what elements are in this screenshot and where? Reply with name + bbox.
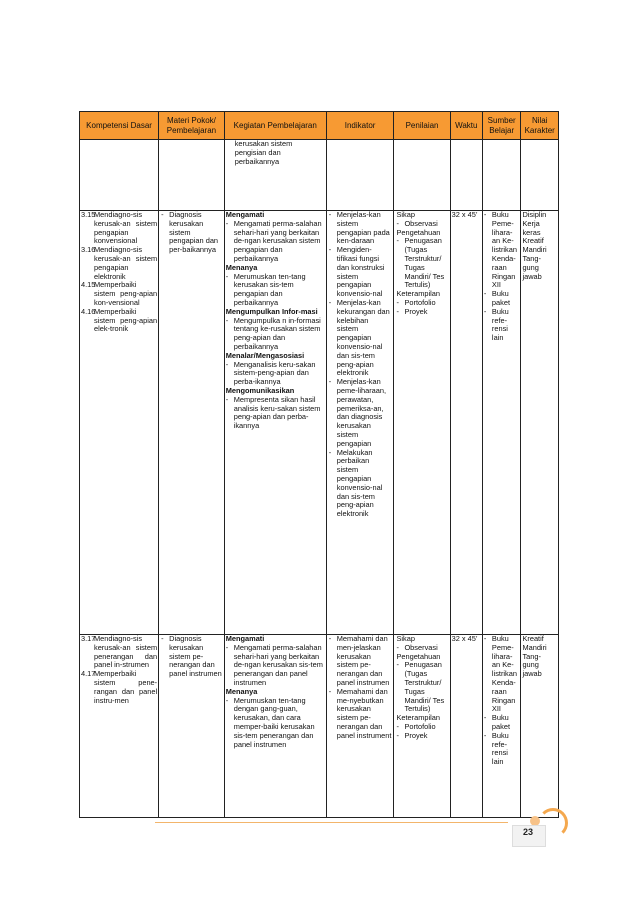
kegiatan-heading: Mengamati bbox=[225, 210, 265, 219]
waktu-cell bbox=[450, 635, 482, 818]
sumber-item bbox=[484, 308, 520, 343]
kd-text: Mendiagno-sis kerusak-an sistem pengapian konvensional bbox=[94, 210, 158, 246]
sumber-item-text: Buku paket bbox=[491, 289, 511, 307]
indikator-item bbox=[329, 299, 392, 378]
dash-marker: - bbox=[396, 642, 399, 652]
header-kegiatan: Kegiatan Pembelajaran bbox=[224, 112, 326, 140]
kegiatan-item bbox=[226, 361, 325, 387]
table-header-row bbox=[80, 112, 559, 140]
header-waktu: Waktu bbox=[450, 112, 482, 140]
nilai-cell bbox=[521, 211, 559, 635]
penilaian-item-text: Penugasan (Tugas Terstruktur/ Tugas Mandiri/ Tes Tertulis) bbox=[404, 236, 445, 290]
sumber-item bbox=[484, 714, 520, 732]
kd-number: 3.16 bbox=[81, 245, 96, 255]
header-nilai: Nilai Karakter bbox=[521, 112, 559, 140]
kegiatan-item-text: Menganalisis keru-sakan sistem-peng-apian dan perba-ikannya bbox=[233, 359, 316, 387]
kegiatan-cell bbox=[224, 211, 326, 635]
indikator-item bbox=[329, 211, 392, 246]
dash-marker: - bbox=[396, 721, 399, 731]
indikator-item-text: Memahami dan me-nyebutkan kerusakan sistem pe-nerangan dan panel instrument bbox=[336, 686, 392, 740]
waktu-value: 32 x 45’ bbox=[451, 634, 478, 643]
materi-cell bbox=[159, 635, 225, 818]
indikator-item bbox=[329, 449, 392, 519]
indikator-item-text: Menjelas-kan peme-liharaan, perawatan, pemeriksa-an, dan diagnosis kerusakan sistem pengapian bbox=[336, 377, 387, 448]
penilaian-heading: Sikap bbox=[396, 634, 415, 643]
penilaian-cell bbox=[394, 211, 450, 635]
dash-marker: - bbox=[225, 695, 229, 705]
indikator-item-text: Menjelas-kan kekurangan dan kelebihan sistem pengapian konvensio-nal dan sis-tem peng-apian elektronik bbox=[336, 297, 390, 378]
kegiatan-heading: Menanya bbox=[225, 686, 258, 696]
dash-marker: - bbox=[225, 359, 229, 369]
indikator-item bbox=[329, 635, 392, 688]
indikator-item bbox=[329, 378, 392, 448]
sumber-item bbox=[484, 290, 520, 308]
sumber-item bbox=[484, 732, 520, 767]
kd-item bbox=[81, 670, 157, 705]
kegiatan-item bbox=[226, 644, 325, 688]
cont-text-1: kerusakan sistem bbox=[234, 139, 293, 148]
sumber-item-text: Buku refe-rensi lain bbox=[491, 730, 509, 767]
penilaian-item-text: Penugasan (Tugas Terstruktur/ Tugas Mandiri/ Tes Tertulis) bbox=[404, 660, 445, 714]
dash-marker: - bbox=[328, 686, 332, 696]
sumber-cell bbox=[482, 211, 521, 635]
kd-number: 4.15 bbox=[81, 280, 96, 290]
penilaian-item-text: Observasi bbox=[404, 642, 438, 652]
dash-marker: - bbox=[483, 210, 487, 219]
indikator-item-text: Melakukan perbaikan sistem pengapian konvensio-nal dan sis-tem peng-apian elektronik bbox=[336, 447, 383, 519]
penilaian-item-text: Portofolio bbox=[404, 721, 436, 731]
dash-marker: - bbox=[161, 634, 164, 643]
penilaian-cell bbox=[394, 635, 450, 818]
dash-marker: - bbox=[225, 394, 229, 404]
kd-item bbox=[81, 635, 157, 670]
indikator-item-text: Mengiden-tifikasi fungsi dan konstruksi sistem pengapian konvensio-nal bbox=[336, 245, 385, 299]
header-materi: Materi Pokok/ Pembelajaran bbox=[159, 112, 225, 140]
kegiatan-heading: Menanya bbox=[225, 262, 258, 272]
dash-marker: - bbox=[396, 660, 399, 670]
kegiatan-heading: Mengomunikasikan bbox=[225, 385, 295, 395]
indikator-item bbox=[329, 688, 392, 741]
dash-marker: - bbox=[396, 218, 399, 228]
penilaian-item bbox=[396, 308, 447, 317]
kd-text: Mendiagno-sis kerusak-an sistem pengapian elektronik bbox=[94, 245, 158, 281]
kd-item bbox=[81, 246, 157, 281]
indikator-item-text: Memahami dan men-jelaskan kerusakan sistem pe-nerangan dan panel instrumen bbox=[336, 634, 390, 687]
dash-marker: - bbox=[483, 289, 487, 299]
sumber-item-text: Buku paket bbox=[491, 713, 511, 731]
sumber-item bbox=[484, 211, 520, 290]
indikator-cell bbox=[326, 635, 394, 818]
kd-cell bbox=[80, 635, 159, 818]
page-number: 23 bbox=[522, 827, 533, 837]
indikator-cell bbox=[326, 211, 394, 635]
nilai-value: Disiplin Kerja keras Kreatif Mandiri Tang-gung jawab bbox=[522, 210, 547, 281]
header-kompetensi: Kompetensi Dasar bbox=[80, 112, 159, 140]
dash-marker: - bbox=[161, 210, 164, 219]
penilaian-item-text: Proyek bbox=[404, 306, 428, 316]
dash-marker: - bbox=[328, 377, 332, 387]
kegiatan-heading: Mengamati bbox=[225, 634, 265, 643]
sumber-item bbox=[484, 635, 520, 714]
kegiatan-item-text: Mengamati perma-salahan sehari-hari yang berkaitan de-ngan kerusakan sis-tem penerangan dan panel instrumen bbox=[233, 642, 323, 687]
kegiatan-cell bbox=[224, 635, 326, 818]
dash-marker: - bbox=[396, 730, 399, 740]
waktu-value: 32 x 45’ bbox=[451, 210, 478, 219]
kd-number: 3.17 bbox=[81, 634, 96, 643]
kd-text: Memperbaiki sistem pene-rangan dan panel instru-men bbox=[94, 669, 158, 705]
kegiatan-item bbox=[226, 317, 325, 352]
kegiatan-heading: Menalar/Mengasosiasi bbox=[225, 350, 305, 360]
kegiatan-item-text: Mempresenta sikan hasil analisis keru-sakan sistem peng-apian dan perba-ikannya bbox=[233, 394, 321, 431]
dash-marker: - bbox=[328, 245, 332, 255]
waktu-cell bbox=[450, 211, 482, 635]
kegiatan-item bbox=[226, 273, 325, 308]
kegiatan-item-text: Merumuskan ten-tang dengan gang-guan, kerusakan, dan cara memper-baiki kerusakan sis-tem penerangan dan panel instrumen bbox=[233, 695, 315, 749]
penilaian-item bbox=[396, 661, 447, 714]
dash-marker: - bbox=[396, 236, 399, 246]
nilai-cell bbox=[521, 635, 559, 818]
kegiatan-item-text: Mengumpulka n in-formasi tentang ke-rusakan sistem peng-apian dan perbaikannya bbox=[233, 315, 321, 351]
sumber-cell bbox=[482, 635, 521, 818]
dash-marker: - bbox=[328, 447, 332, 457]
indikator-item-text: Menjelas-kan sistem pengapian pada ken-daraan bbox=[336, 210, 390, 246]
kd-text: Mendiagno-sis kerusak-an sistem penerangan dan panel in-strumen bbox=[94, 634, 158, 670]
materi-item-text: Diagnosis kerusakan sistem pe-nerangan dan panel instrumen bbox=[169, 634, 222, 679]
penilaian-heading: Pengetahuan bbox=[396, 227, 441, 237]
table-row bbox=[80, 635, 559, 818]
penilaian-item bbox=[396, 732, 447, 741]
dash-marker: - bbox=[396, 306, 399, 316]
sumber-item-text: Buku refe-rensi lain bbox=[491, 306, 509, 343]
table-row bbox=[80, 211, 559, 635]
kegiatan-item bbox=[226, 396, 325, 431]
materi-item bbox=[161, 635, 222, 679]
dash-marker: - bbox=[483, 306, 487, 316]
sumber-item-text: Buku Peme-lihara-an Ke-listrikan Kenda-raan Ringan XII bbox=[491, 634, 517, 714]
materi-item bbox=[161, 211, 222, 255]
kegiatan-item-text: Merumuskan ten-tang kerusakan sis-tem pengapian dan perbaikannya bbox=[233, 271, 306, 307]
footer-rule bbox=[155, 822, 508, 823]
materi-cell bbox=[159, 211, 225, 635]
kegiatan-item bbox=[226, 697, 325, 750]
dash-marker: - bbox=[225, 271, 229, 281]
dash-marker: - bbox=[396, 297, 399, 307]
dash-marker: - bbox=[328, 634, 332, 643]
syllabus-table bbox=[79, 111, 559, 818]
penilaian-item-text: Proyek bbox=[404, 730, 428, 740]
kd-item bbox=[81, 308, 157, 334]
indikator-item bbox=[329, 246, 392, 299]
cont-text-2: pengisian dan bbox=[234, 147, 281, 157]
kd-text: Memperbaiki sistem peng-apian kon-vensional bbox=[94, 280, 158, 307]
header-sumber: Sumber Belajar bbox=[482, 112, 521, 140]
penilaian-heading: Sikap bbox=[396, 210, 415, 219]
kd-item bbox=[81, 211, 157, 246]
dash-marker: - bbox=[225, 315, 229, 325]
header-penilaian: Penilaian bbox=[394, 112, 450, 140]
continuation-kegiatan bbox=[224, 140, 326, 211]
kd-number: 4.17 bbox=[81, 669, 96, 679]
penilaian-item-text: Observasi bbox=[404, 218, 438, 228]
cont-text-3: perbaikannya bbox=[234, 156, 280, 166]
dash-marker: - bbox=[328, 297, 332, 307]
sumber-item-text: Buku Peme-lihara-an Ke-listrikan Kenda-raan Ringan XII bbox=[491, 210, 517, 290]
penilaian-heading: Pengetahuan bbox=[396, 651, 441, 661]
dash-marker: - bbox=[225, 218, 229, 228]
kd-number: 3.15 bbox=[81, 210, 96, 219]
nilai-value: Kreatif Mandiri Tang-gung jawab bbox=[522, 634, 547, 679]
continuation-row bbox=[80, 140, 559, 211]
kd-item bbox=[81, 281, 157, 307]
kd-number: 4.16 bbox=[81, 306, 96, 316]
kd-text: Memperbaiki sistem peng-apian elek-tronik bbox=[94, 306, 158, 334]
kegiatan-item bbox=[226, 220, 325, 264]
header-indikator: Indikator bbox=[326, 112, 394, 140]
penilaian-heading: Keterampilan bbox=[396, 713, 440, 723]
kegiatan-item-text: Mengamati perma-salahan sehari-hari yang berkaitan de-ngan kerusakan sistem pengapian dan perbaikannya bbox=[233, 218, 322, 263]
penilaian-heading: Keterampilan bbox=[396, 289, 440, 299]
materi-item-text: Diagnosis kerusakan sistem pengapian dan per-baikannya bbox=[169, 210, 219, 255]
penilaian-item-text: Portofolio bbox=[404, 297, 436, 307]
dash-marker: - bbox=[225, 642, 229, 652]
dash-marker: - bbox=[483, 713, 487, 723]
dash-marker: - bbox=[483, 634, 487, 643]
kd-cell bbox=[80, 211, 159, 635]
kegiatan-heading: Mengumpulkan Infor-masi bbox=[225, 306, 318, 316]
dash-marker: - bbox=[483, 730, 487, 740]
dash-marker: - bbox=[328, 210, 332, 219]
penilaian-item bbox=[396, 237, 447, 290]
